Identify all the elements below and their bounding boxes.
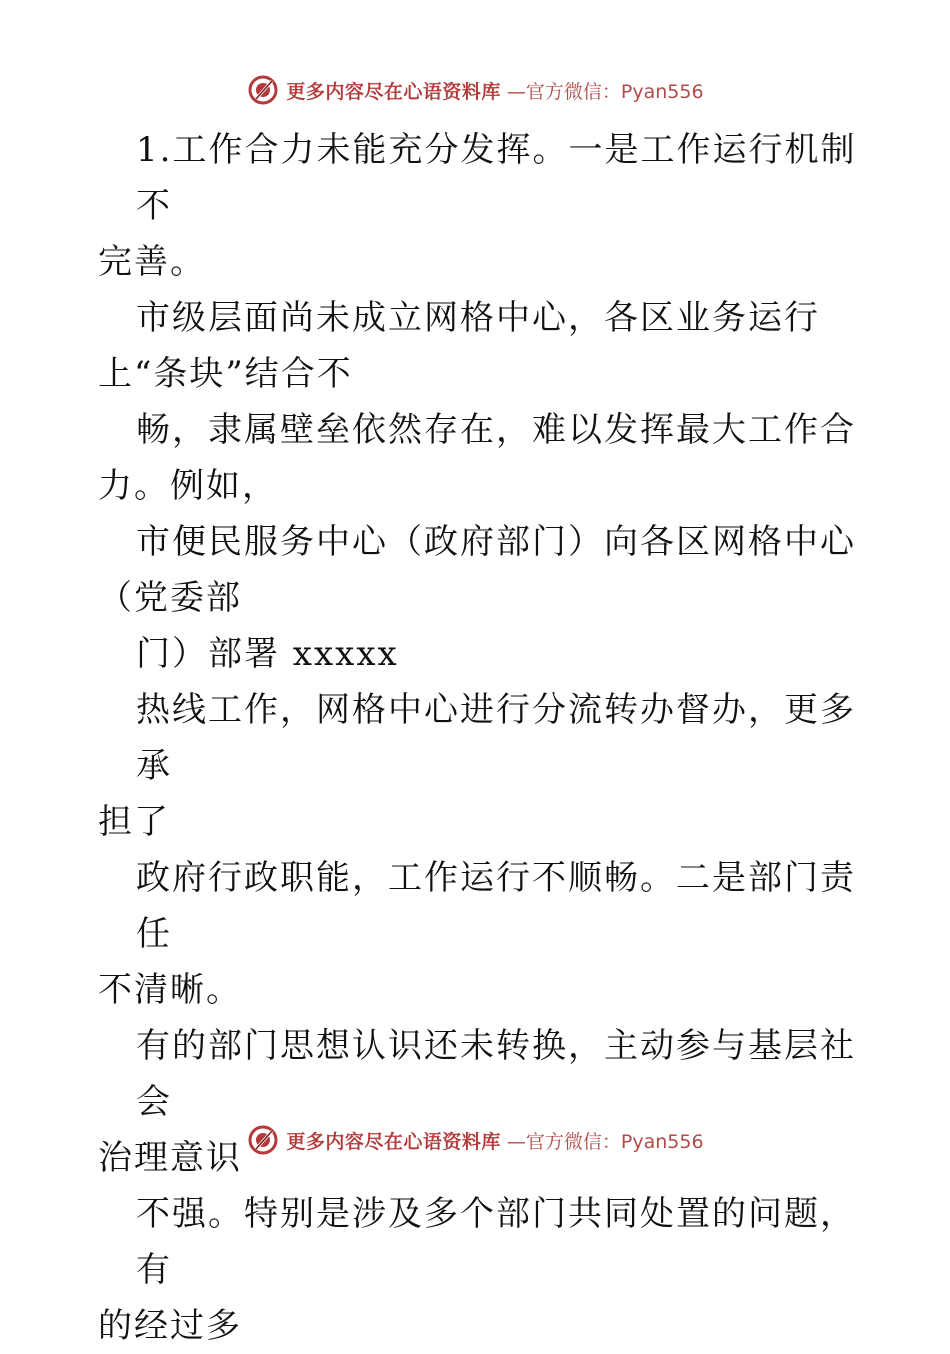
paragraph-line: 市级层面尚未成立网格中心，各区业务运行: [136, 298, 820, 338]
paragraph-line: 完善。: [98, 242, 206, 282]
paragraph-line: 市便民服务中心（政府部门）向各区网格中心: [136, 522, 856, 562]
paragraph-line: 门）部署 xxxxx: [136, 634, 399, 674]
paragraph-line: 不清晰。: [98, 970, 242, 1010]
paragraph-line: 有的部门思想认识还未转换，主动参与基层社会: [136, 1026, 856, 1122]
brand-logo-icon: [246, 73, 280, 107]
paragraph-line: 1.工作合力未能充分发挥。一是工作运行机制不: [136, 130, 857, 226]
brand-logo-icon: [246, 1123, 280, 1157]
watermark-contact: —官方微信：Pyan556: [506, 1130, 704, 1153]
paragraph-line: （党委部: [98, 578, 242, 618]
paragraph-line: 热线工作，网格中心进行分流转办督办，更多承: [136, 690, 856, 786]
paragraph-line: 的经过多: [98, 1306, 242, 1346]
paragraph-line: 力。例如，: [98, 466, 278, 506]
document-body: [98, 122, 858, 1354]
paragraph-line: 担了: [98, 802, 170, 842]
watermark-brand: 更多内容尽在心语资料库: [286, 80, 501, 103]
watermark-header: [0, 70, 950, 110]
paragraph-line: 畅，隶属壁垒依然存在，难以发挥最大工作合: [136, 410, 856, 450]
paragraph-line: 治理意识: [98, 1138, 242, 1178]
watermark-footer: [0, 1120, 950, 1160]
paragraph-line: 政府行政职能，工作运行不顺畅。二是部门责任: [136, 858, 856, 954]
paragraph-line: 上“条块”结合不: [98, 354, 353, 394]
paragraph-line: 不强。特别是涉及多个部门共同处置的问题，有: [136, 1194, 856, 1290]
watermark-brand: 更多内容尽在心语资料库: [286, 1130, 501, 1153]
watermark-contact: —官方微信：Pyan556: [506, 80, 704, 103]
